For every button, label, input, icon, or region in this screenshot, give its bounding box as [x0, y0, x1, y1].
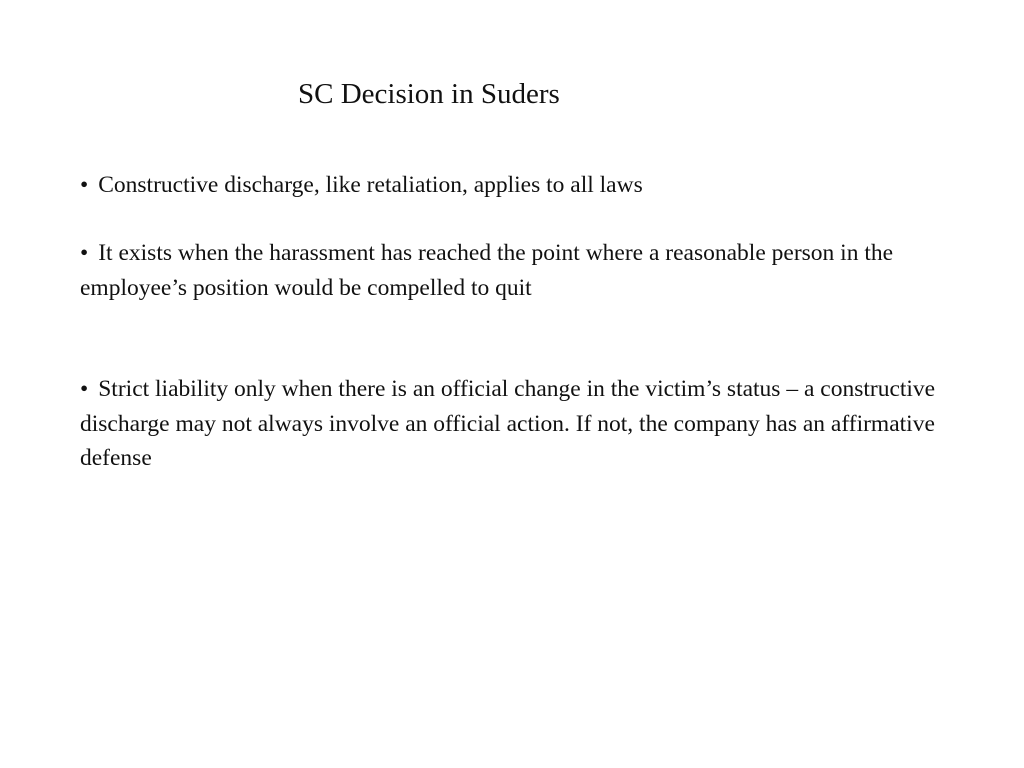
bullet-item [80, 236, 960, 305]
bullet-text: Constructive discharge, like retaliation, applies to all laws [98, 172, 643, 198]
bullet-item [80, 372, 960, 476]
bullet-text: Strict liability only when there is an official change in the victim’s status – a constructive discharge may not always involve an official action. If not, the company has an affirmative defense [80, 376, 936, 471]
bullet-point-icon: • [80, 240, 89, 266]
bullet-text: It exists when the harassment has reached the point where a reasonable person in the employee’s position would be compelled to quit [80, 240, 894, 301]
bullet-point-icon: • [80, 376, 89, 402]
bullet-item [80, 168, 960, 203]
slide-title: SC Decision in Suders [298, 78, 560, 110]
bullet-point-icon: • [80, 172, 89, 198]
